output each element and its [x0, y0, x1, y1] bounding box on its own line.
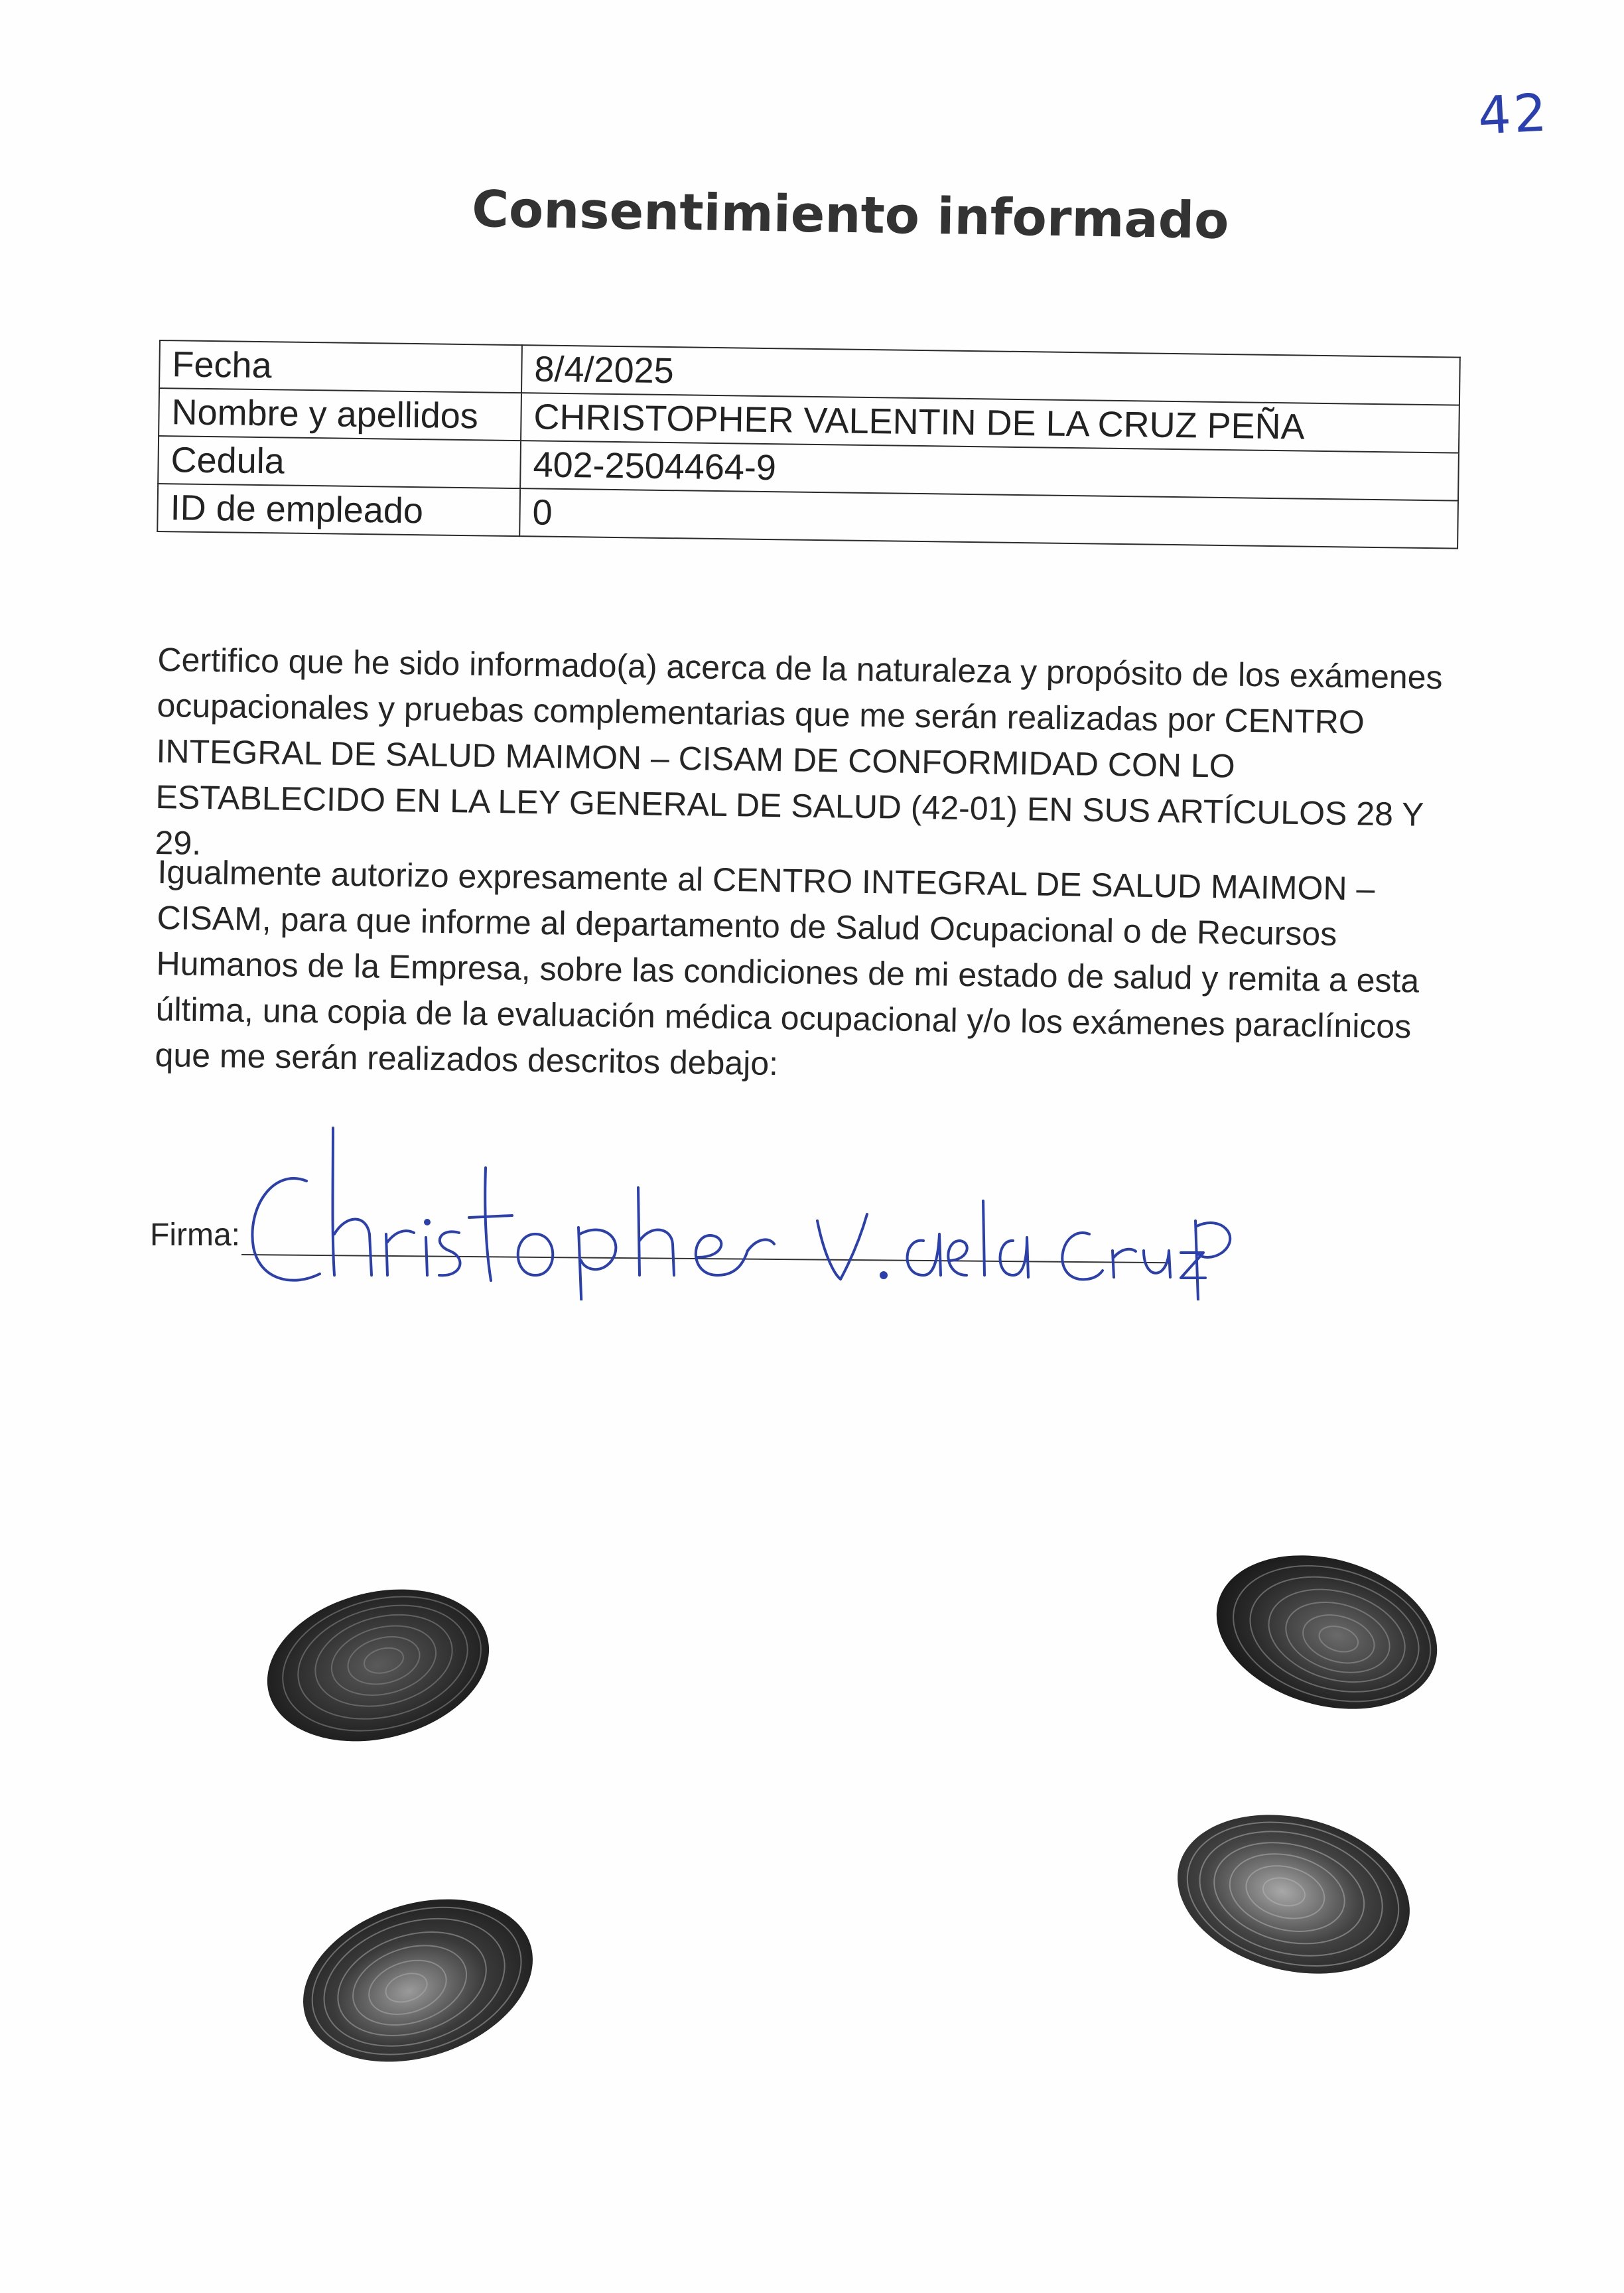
name-value: CHRISTOPHER VALENTIN DE LA CRUZ PEÑA	[521, 393, 1459, 453]
fingerprint-image	[1150, 1777, 1438, 2012]
employee-id-label: ID de empleado	[157, 484, 520, 536]
fingerprint-image	[241, 1553, 515, 1777]
info-table	[157, 340, 1461, 549]
info-table-container	[157, 340, 1461, 549]
consent-paragraph-2: Igualmente autorizo expresamente al CENTRO INTEGRAL DE SALUD MAIMON – CISAM, para que informe al departamento de Salud Ocupacional o de Recursos Humanos de la Empresa, sobre las condiciones de mi estado de salud y remita a esta última, una copia de la evaluación médica ocupacional y/o los exámenes paraclínicos que me serán realizados descritos debajo:	[155, 853, 1420, 1083]
handwritten-page-number: 42	[1476, 83, 1551, 147]
handwritten-signature	[234, 1101, 1242, 1300]
id-number-label: Cedula	[158, 436, 521, 488]
fingerprint-image	[271, 1856, 566, 2105]
id-number-value: 402-2504464-9	[520, 441, 1459, 501]
consent-paragraph-1: Certifico que he sido informado(a) acerca de la naturaleza y propósito de los exámenes ocupacionales y pruebas complementarias que me serán realizadas por CENTRO INTEGRAL DE SALUD MAIMON – CISAM DE CONFORMIDAD CON LO ESTABLECIDO EN LA LEY GENERAL DE SALUD (42-01) EN SUS ARTÍCULOS 28 Y 29.	[155, 640, 1443, 862]
fingerprint-image	[1188, 1516, 1465, 1748]
name-label: Nombre y apellidos	[159, 388, 521, 441]
signature-label: Firma:	[150, 1217, 240, 1253]
document-title: Consentimiento informado	[471, 179, 1230, 250]
date-value: 8/4/2025	[521, 345, 1460, 405]
employee-id-value: 0	[519, 488, 1458, 549]
date-label: Fecha	[159, 340, 522, 393]
